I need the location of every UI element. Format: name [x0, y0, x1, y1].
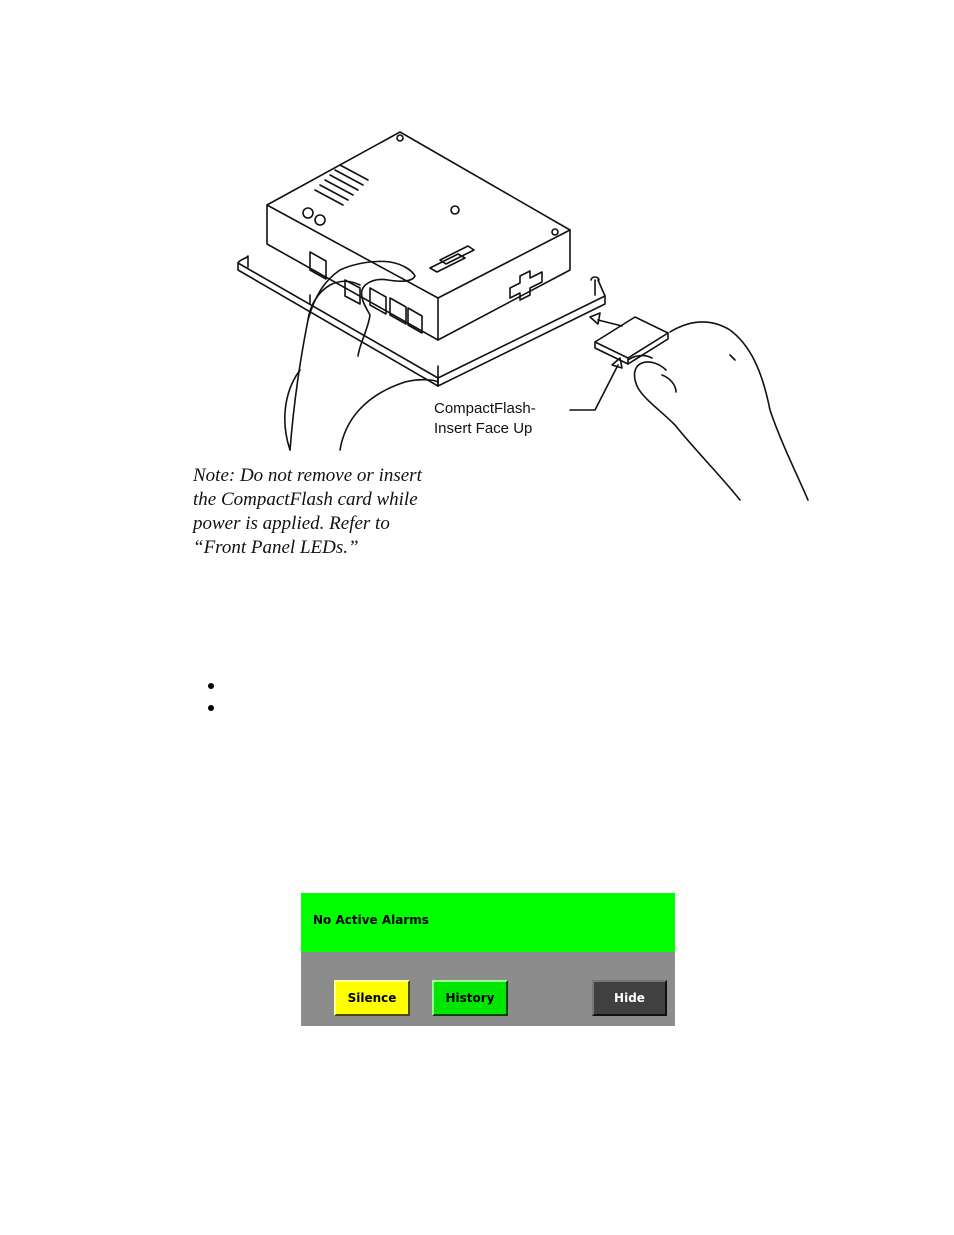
alarm-status-text: No Active Alarms [313, 913, 429, 927]
bullet-marker [208, 683, 214, 689]
callout-line-1: CompactFlash- [434, 400, 536, 417]
compactflash-insertion-figure [190, 120, 820, 510]
hide-button[interactable]: Hide [592, 980, 667, 1016]
callout-line-2: Insert Face Up [434, 420, 533, 437]
note-line-4: “Front Panel LEDs.” [193, 537, 359, 558]
bullet-list [208, 683, 214, 727]
power-warning-note [193, 464, 463, 560]
note-line-1: Note: Do not remove or insert [193, 465, 422, 486]
silence-button[interactable]: Silence [334, 980, 410, 1016]
history-button[interactable]: History [432, 980, 508, 1016]
alarm-banner-panel [301, 893, 675, 1026]
bullet-marker [208, 705, 214, 711]
hmi-unit-illustration [190, 120, 820, 510]
alarm-status-banner [301, 893, 675, 952]
note-line-2: the CompactFlash card while [193, 489, 418, 510]
compactflash-callout [434, 399, 536, 439]
note-line-3: power is applied. Refer to [193, 513, 390, 534]
